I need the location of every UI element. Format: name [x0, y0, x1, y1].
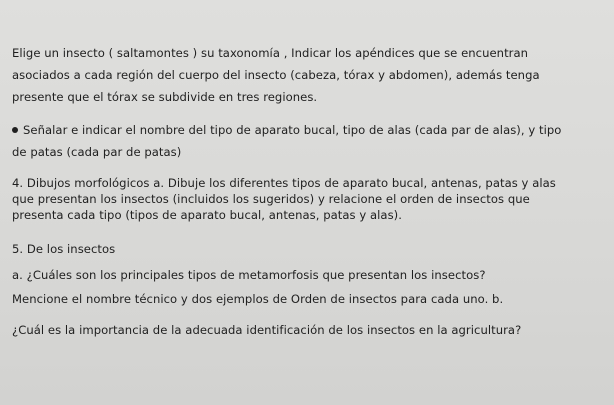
paragraph-2-line-1: [12, 123, 561, 138]
paragraph-1-line-1: Elige un insecto ( saltamontes ) su taxonomía , Indicar los apéndices que se encuentran: [12, 46, 529, 60]
paragraph-2-line-1-text: Señalar e indicar el nombre del tipo de aparato bucal, tipo de alas (cada par de alas), y tipo: [23, 123, 562, 137]
paragraph-1-line-3: presente que el tórax se subdivide en tres regiones.: [12, 90, 318, 104]
section-heading-insects: 5. De los insectos: [12, 242, 116, 256]
paragraph-3-line-2: que presentan los insectos (incluidos los sugeridos) y relacione el orden de insectos que: [12, 192, 530, 206]
question-technical-name: Mencione el nombre técnico y dos ejemplos de Orden de insectos para cada uno. b.: [12, 292, 504, 306]
paragraph-1-line-2: asociados a cada región del cuerpo del insecto (cabeza, tórax y abdomen), además tenga: [12, 68, 540, 82]
paragraph-3-line-1: 4. Dibujos morfológicos a. Dibuje los diferentes tipos de aparato bucal, antenas, patas y alas: [12, 176, 556, 190]
paragraph-2-line-2: de patas (cada par de patas): [12, 145, 182, 159]
question-metamorphosis: a. ¿Cuáles son los principales tipos de metamorfosis que presentan los insectos?: [12, 268, 486, 282]
paragraph-3-line-3: presenta cada tipo (tipos de aparato bucal, antenas, patas y alas).: [12, 208, 402, 222]
bullet-icon: [12, 127, 18, 133]
question-agriculture-importance: ¿Cuál es la importancia de la adecuada identificación de los insectos en la agricultura?: [12, 323, 522, 337]
